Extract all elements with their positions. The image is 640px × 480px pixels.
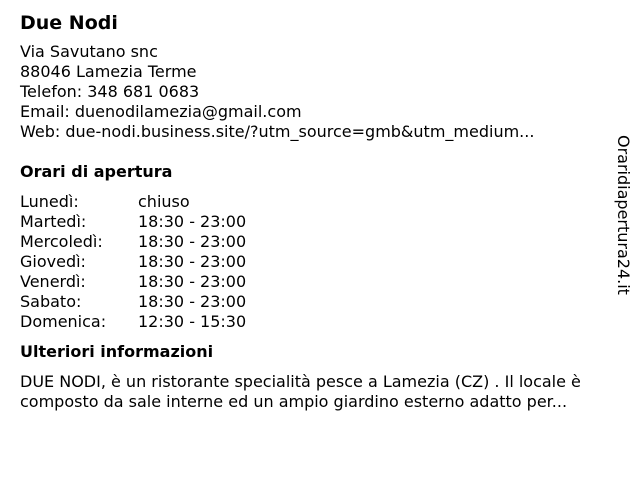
day-label: Giovedì: [20,252,86,271]
hours-row [20,192,620,212]
hours-row [20,312,620,332]
address-street: Via Savutano snc [20,42,158,61]
opening-hours-title: Orari di apertura [20,162,173,181]
hours-row [20,292,620,312]
day-label: Domenica: [20,312,107,331]
opening-hours-list [20,192,620,332]
hours-row [20,212,620,232]
hours-row [20,252,620,272]
day-label: Martedì: [20,212,87,231]
hours-value: 18:30 - 23:00 [138,272,247,291]
day-label: Sabato: [20,292,82,311]
hours-value: 18:30 - 23:00 [138,252,247,271]
address-city: 88046 Lamezia Terme [20,62,197,81]
further-info-title: Ulteriori informazioni [20,342,214,361]
day-label: Mercoledì: [20,232,103,251]
day-label: Lunedì: [20,192,79,211]
hours-value: chiuso [138,192,190,211]
business-description: DUE NODI, è un ristorante specialità pesce a Lamezia (CZ) . Il locale è composto da sale interne ed un ampio giardino esterno adatto per... [20,372,581,411]
site-watermark: Oraridiapertura24.it [614,135,633,295]
hours-value: 12:30 - 15:30 [138,312,247,331]
hours-row [20,232,620,252]
day-label: Venerdì: [20,272,86,291]
hours-value: 18:30 - 23:00 [138,292,247,311]
business-card [20,10,620,412]
phone-number: Telefon: 348 681 0683 [20,82,200,101]
hours-row [20,272,620,292]
email-address: Email: duenodilamezia@gmail.com [20,102,302,121]
website-url: Web: due-nodi.business.site/?utm_source=gmb&utm_medium... [20,122,535,141]
hours-value: 18:30 - 23:00 [138,232,247,251]
business-name: Due Nodi [20,12,118,34]
hours-value: 18:30 - 23:00 [138,212,247,231]
